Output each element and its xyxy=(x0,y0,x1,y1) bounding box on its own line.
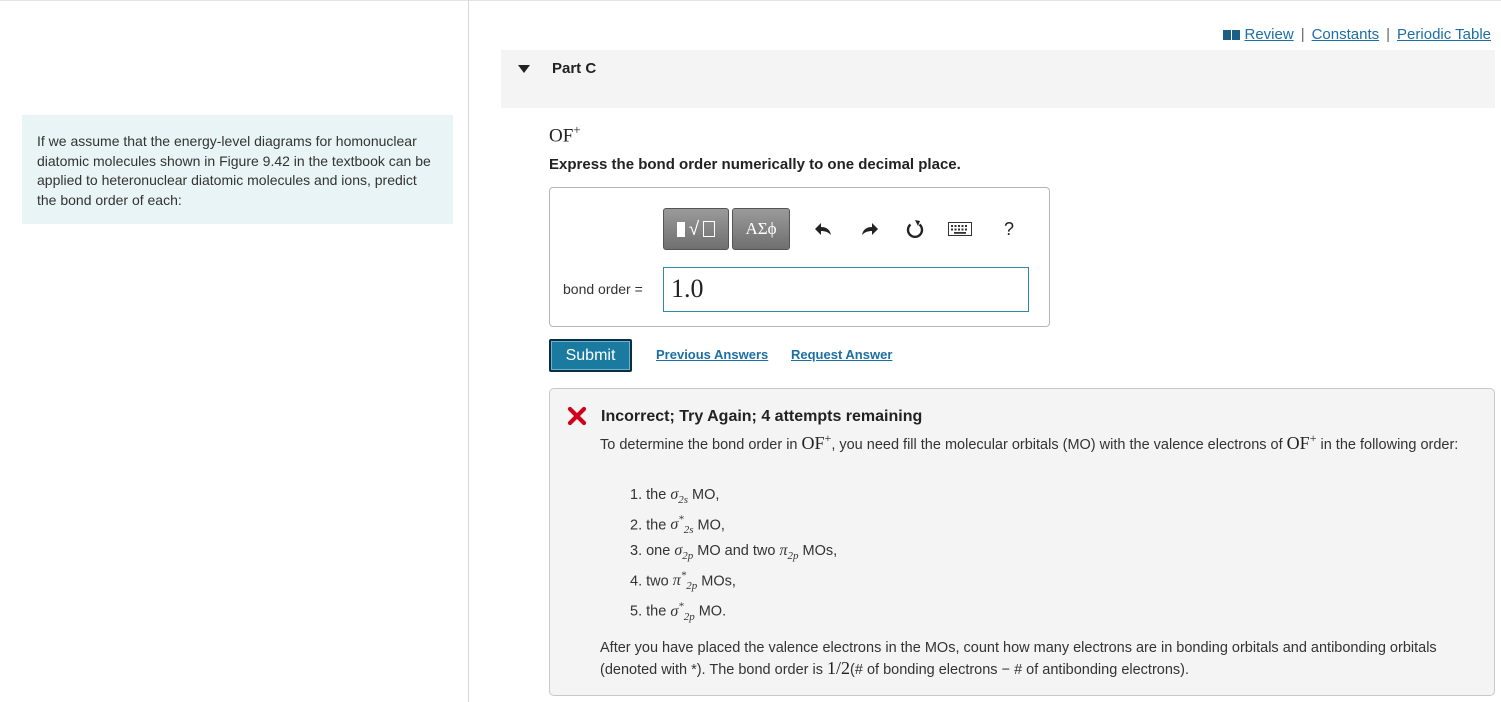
link-separator: | xyxy=(1386,26,1391,43)
orbital-subscript: 2p xyxy=(682,550,694,563)
question-prompt: Express the bond order numerically to one decimal place. xyxy=(549,156,961,173)
list-item-text: 2. the xyxy=(630,517,671,534)
sqrt-icon: √ xyxy=(688,218,700,240)
constants-link[interactable]: Constants xyxy=(1311,26,1380,43)
feedback-status: Incorrect; Try Again; 4 attempts remaining xyxy=(601,408,923,425)
list-item-text: 4. two xyxy=(630,573,673,590)
review-link[interactable]: Review xyxy=(1244,26,1294,43)
intro-text: If we assume that the energy-level diagrams for homonuclear diatomic molecules shown in Figure 9.42 in the textbook can be applied to heteronuclear diatomic molecules and ions, predict the bond order of each: xyxy=(37,133,431,208)
orbital-subscript: 2p xyxy=(787,550,799,563)
list-item-text: MO, xyxy=(687,487,720,503)
list-item-text: 1. the xyxy=(630,487,671,503)
list-item-text: MO, xyxy=(693,517,725,534)
box-icon xyxy=(703,221,715,237)
list-item xyxy=(630,597,837,627)
redo-icon xyxy=(861,221,879,237)
help-icon[interactable]: ? xyxy=(1003,218,1014,239)
feedback-panel xyxy=(549,388,1495,696)
answer-editor xyxy=(549,187,1050,327)
part-header[interactable] xyxy=(501,50,1495,108)
redo-button[interactable] xyxy=(857,216,883,242)
link-separator: | xyxy=(1300,26,1305,43)
bond-order-input[interactable]: 1.0 xyxy=(663,267,1029,312)
feedback-formula xyxy=(802,433,832,453)
fraction-one-half: 1/2 xyxy=(827,658,851,678)
reset-button[interactable] xyxy=(902,216,928,242)
undo-icon xyxy=(814,221,832,237)
list-item xyxy=(630,567,837,597)
sigma-symbol: $\sigma_{2s}$ xyxy=(670,486,688,507)
sigma-star-symbol: $\sigma^*_{2p}$ xyxy=(670,600,695,623)
list-item-text: MOs, xyxy=(798,543,838,560)
submit-button[interactable]: Submit xyxy=(549,339,632,372)
orbital-subscript: 2p xyxy=(683,610,695,623)
intro-panel xyxy=(22,115,453,224)
keyboard-button[interactable] xyxy=(947,216,973,242)
feedback-formula-base: OF xyxy=(1286,433,1310,453)
caret-down-icon[interactable] xyxy=(518,65,530,73)
reset-icon xyxy=(905,219,925,239)
orbital-subscript: 2s xyxy=(678,494,688,507)
templates-button[interactable] xyxy=(663,208,729,250)
pi-star-symbol: $\pi^*_{2p}$ xyxy=(672,570,698,593)
feedback-after-paren: (# of bonding electrons − # of antibonding electrons). xyxy=(850,662,1190,678)
bond-order-label: bond order = xyxy=(563,281,643,297)
previous-answers-link[interactable]: Previous Answers xyxy=(656,347,769,362)
list-item xyxy=(630,485,837,511)
undo-button[interactable] xyxy=(810,216,836,242)
sigma-symbol: $\sigma_{2p}$ xyxy=(674,542,694,563)
feedback-formula xyxy=(1287,433,1317,453)
list-item-text: MOs, xyxy=(697,573,736,590)
keyboard-icon xyxy=(948,222,972,236)
column-divider xyxy=(468,0,469,702)
request-answer-link[interactable]: Request Answer xyxy=(791,347,893,362)
templates-icon xyxy=(677,222,685,237)
list-item-text: MO. xyxy=(694,603,727,620)
feedback-formula-charge: + xyxy=(824,431,832,445)
sigma-star-symbol: $\sigma^*_{2s}$ xyxy=(670,513,694,537)
feedback-after-text: After you have placed the valence electrons in the MOs, count how many electrons are in bonding orbitals and antibonding orbitals (denoted with *). The bond order is xyxy=(600,640,1437,678)
feedback-bond-order-explanation xyxy=(600,638,1480,680)
list-item xyxy=(630,511,837,541)
feedback-formula-charge: + xyxy=(1309,431,1317,445)
orbital-subscript: 2p xyxy=(686,580,698,593)
greek-symbols-button[interactable]: ΑΣϕ xyxy=(732,208,790,250)
list-item-text: MO and two xyxy=(693,543,780,560)
feedback-intro xyxy=(600,429,1460,456)
periodic-table-link[interactable]: Periodic Table xyxy=(1397,26,1491,43)
feedback-intro-after: in the following order: xyxy=(1316,437,1459,453)
book-icon xyxy=(1223,30,1240,40)
list-item xyxy=(630,541,837,567)
formula-base: OF xyxy=(549,125,574,147)
question-formula xyxy=(549,122,581,147)
part-title: Part C xyxy=(552,60,597,77)
formula-charge: + xyxy=(573,122,581,137)
top-rule xyxy=(0,0,1501,1)
top-links xyxy=(1223,26,1492,43)
list-item-text: 5. the xyxy=(630,603,671,620)
mo-order-list xyxy=(630,485,837,627)
feedback-intro-middle: , you need fill the molecular orbitals (MO) with the valence electrons of xyxy=(831,437,1287,453)
list-item-text: 3. one xyxy=(630,543,675,560)
feedback-intro-before: To determine the bond order in xyxy=(600,437,802,453)
incorrect-x-icon xyxy=(566,405,588,427)
feedback-formula-base: OF xyxy=(801,433,825,453)
pi-symbol: $\pi_{2p}$ xyxy=(779,542,799,563)
orbital-subscript: 2s xyxy=(683,524,694,537)
